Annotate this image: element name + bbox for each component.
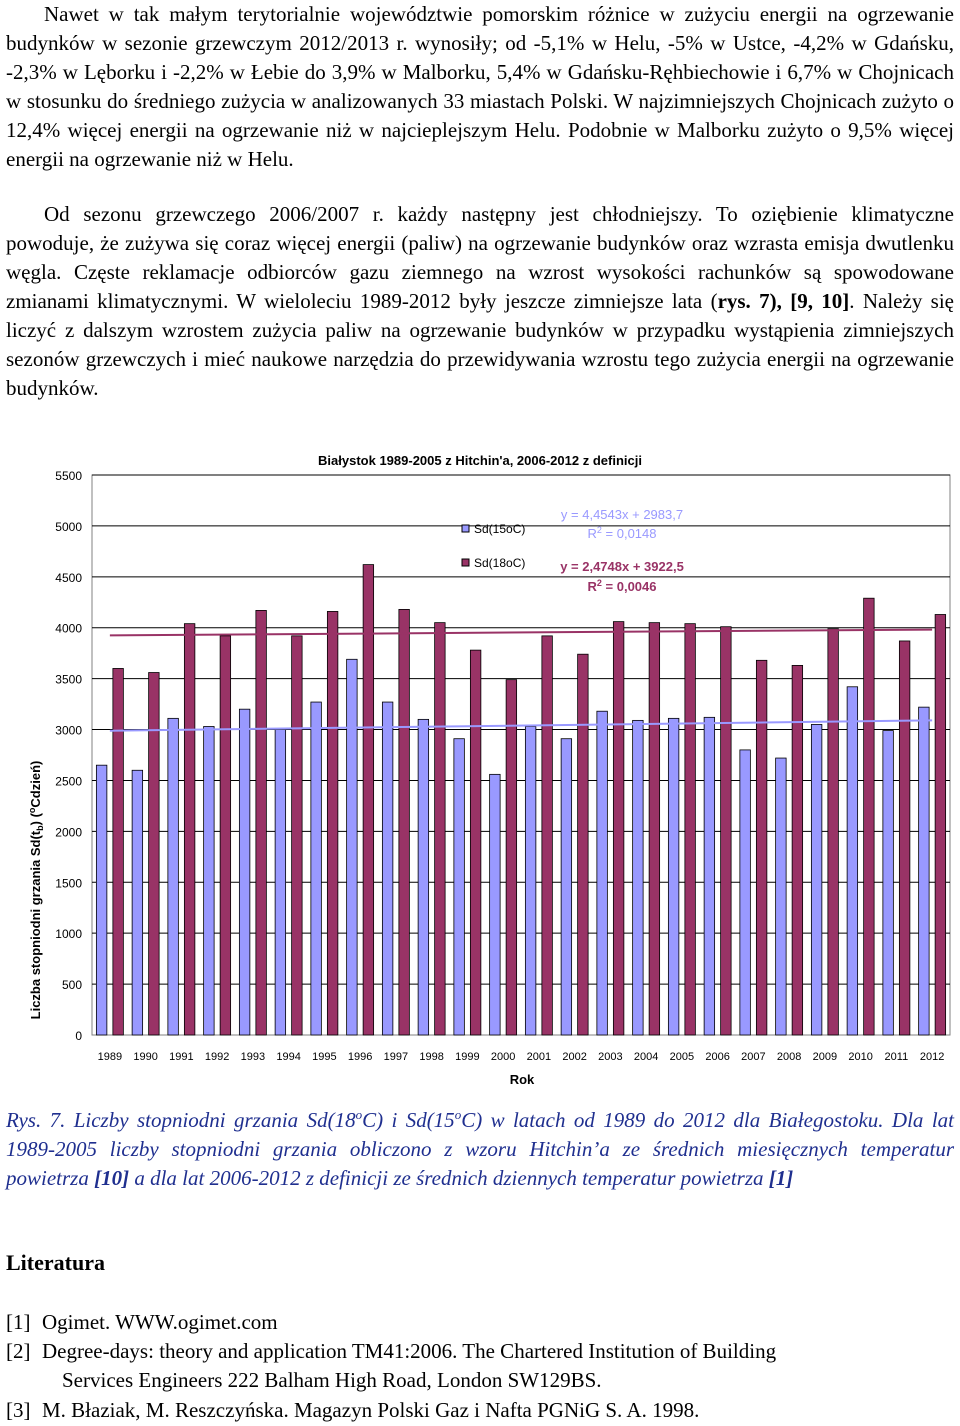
bar-sd15-2012 <box>919 707 930 1035</box>
trend-equation-sd15: y = 4,4543x + 2983,7 <box>560 507 684 522</box>
bar-sd18-2000 <box>506 680 517 1035</box>
bar-sd18-2006 <box>721 627 732 1035</box>
y-tick-label: 5500 <box>55 469 82 483</box>
bar-sd15-1995 <box>311 702 322 1035</box>
bar-sd15-2003 <box>597 711 608 1035</box>
x-tick-label: 2002 <box>562 1051 587 1063</box>
bar-sd18-2011 <box>899 641 910 1035</box>
trend-r2-sd15: $R^2 = 0,0148$ <box>587 525 657 541</box>
x-tick-label: 1990 <box>133 1051 158 1063</box>
legend-swatch-sd18 <box>462 559 469 566</box>
bar-sd18-1993 <box>256 610 267 1035</box>
x-tick-label: 1997 <box>383 1051 409 1063</box>
y-tick-label: 3000 <box>55 723 82 738</box>
bar-sd15-1991 <box>168 718 179 1035</box>
bar-sd15-1990 <box>132 770 143 1035</box>
x-tick-label: 2009 <box>812 1051 838 1063</box>
bar-sd18-1996 <box>363 565 374 1035</box>
trend-equation-sd18: y = 2,4748x + 3922,5 <box>560 559 684 574</box>
x-tick-label: 1993 <box>240 1051 266 1063</box>
x-tick-label: 1999 <box>455 1051 480 1063</box>
bar-sd18-2012 <box>935 614 946 1035</box>
x-tick-label: 1994 <box>276 1051 301 1063</box>
bar-sd15-1999 <box>454 739 465 1035</box>
x-tick-label: 1995 <box>312 1051 337 1063</box>
bar-sd18-2007 <box>756 660 767 1035</box>
bar-sd15-1992 <box>204 726 215 1035</box>
bar-sd18-2008 <box>792 665 803 1035</box>
legend-label-sd15: Sd(15oC) <box>474 522 526 536</box>
bar-sd18-2009 <box>828 629 839 1035</box>
bar-sd15-2011 <box>883 731 894 1035</box>
x-tick-label: 2003 <box>598 1051 623 1063</box>
x-tick-label: 1989 <box>97 1051 123 1063</box>
y-axis-label: Liczba stopniodni grzania $Sd(t_b)$ ($^o$Cdzień) <box>27 760 45 1020</box>
y-tick-label: 0 <box>75 1029 82 1043</box>
x-tick-label: 2005 <box>669 1051 695 1063</box>
x-tick-label: 2010 <box>848 1051 873 1063</box>
x-axis-ticks <box>98 1051 945 1063</box>
chart-title: Białystok 1989-2005 z Hitchin'a, 2006-2012 z definicji <box>318 453 642 468</box>
bar-sd15-2010 <box>847 687 858 1035</box>
x-tick-label: 2007 <box>741 1051 766 1063</box>
bar-sd15-1996 <box>347 659 358 1035</box>
y-tick-label: 1500 <box>55 876 82 891</box>
y-axis-ticks <box>55 469 82 1043</box>
bar-sd18-1999 <box>470 650 481 1035</box>
x-tick-label: 2008 <box>776 1051 802 1063</box>
bar-sd15-2008 <box>776 758 787 1035</box>
bar-sd18-2005 <box>685 624 696 1035</box>
bar-sd15-1997 <box>382 702 393 1035</box>
x-tick-label: 2001 <box>526 1051 552 1063</box>
legend-swatch-sd15 <box>462 525 469 532</box>
bar-sd18-1997 <box>399 609 410 1035</box>
bar-sd18-1992 <box>220 636 231 1035</box>
bar-sd18-1991 <box>184 624 195 1035</box>
bar-sd18-1995 <box>327 611 338 1035</box>
bar-sd15-2002 <box>561 739 572 1035</box>
caption-ref-1: [1] <box>768 1166 794 1190</box>
bar-sd18-2004 <box>649 623 660 1035</box>
bar-sd15-2001 <box>525 726 536 1035</box>
y-tick-label: 3500 <box>55 672 82 687</box>
x-axis-label: Rok <box>509 1072 535 1087</box>
legend-label-sd18: Sd(18oC) <box>474 556 526 570</box>
reference-1: [1] Ogimet. WWW.ogimet.com <box>6 1310 278 1334</box>
y-tick-label: 500 <box>61 978 82 993</box>
bar-sd18-2001 <box>542 636 553 1035</box>
y-tick-label: 4000 <box>55 621 82 636</box>
bar-sd15-2009 <box>811 724 822 1035</box>
y-tick-label: 4500 <box>55 570 82 585</box>
reference-2: [2] Degree-days: theory and application TM41:2006. The Chartered Institution of Building Services Engineers 222 Balham High Road, London SW129BS. <box>6 1339 777 1392</box>
paragraph-2-part-b: . Należy się liczyć z dalszym wzrostem zużycia paliw na ogrzewanie budynków w przypadku wystąpienia zimniejszych sezonów grzewczych i mieć naukowe narzędzia do przewidywania wzrostu tego zużycia energii na ogrzewanie budynków. <box>6 289 954 400</box>
bar-sd15-2004 <box>633 720 644 1035</box>
paragraph-2-part-a: Od sezonu grzewczego 2006/2007 r. każdy następny jest chłodniejszy. To oziębienie klimatyczne powoduje, że zużywa się coraz więcej energii (paliw) na ogrzewanie budynków oraz wzrasta emisja dwutlenku węgla. Częste reklamacje odbiorców gazu ziemnego na wzrost wysokości rachunków są spowodowane zmianami klimatycznymi. W wieloleciu 1989-2012 były jeszcze zimniejsze lata ( <box>6 202 954 313</box>
bar-sd18-2003 <box>613 622 624 1035</box>
trend-r2-sd18: $R^2 = 0,0046$ <box>587 578 657 594</box>
bar-sd15-1993 <box>239 709 250 1035</box>
x-tick-label: 2004 <box>633 1051 659 1063</box>
x-tick-label: 2000 <box>490 1051 516 1063</box>
y-tick-label: 1000 <box>55 927 82 942</box>
bar-sd15-2006 <box>704 717 715 1035</box>
bar-sd18-2010 <box>864 598 875 1035</box>
paragraph-2-figure-ref: rys. 7), [9, 10] <box>717 289 850 313</box>
x-tick-label: 2011 <box>884 1051 909 1063</box>
bar-sd15-2007 <box>740 750 751 1035</box>
bar-sd15-1994 <box>275 730 286 1035</box>
figure-caption: Rys. 7. Liczby stopniodni grzania Sd(18$^o$C) i Sd(15$^o$C) w latach od 1989 do 2012 dla Białegostoku. Dla lat 1989-2005 liczby stopniodni grzania obliczono z wzoru Hitchin’a ze średnich miesięcznych temperatur powietrza [10] a dla lat 2006-2012 z definicji ze średnich dziennych temperatur powietrza [1] <box>6 1107 954 1190</box>
x-tick-label: 2012 <box>919 1051 945 1063</box>
bar-sd18-2002 <box>578 654 589 1035</box>
x-tick-label: 1998 <box>419 1051 444 1063</box>
y-tick-label: 2500 <box>55 774 82 789</box>
literature-heading: Literatura <box>6 1250 105 1275</box>
bar-sd15-2005 <box>668 718 679 1035</box>
bar-sd18-1998 <box>435 623 446 1035</box>
reference-3: [3] M. Błaziak, M. Reszczyńska. Magazyn Polski Gaz i Nafta PGNiG S. A. 1998. <box>6 1398 700 1422</box>
x-tick-label: 1992 <box>204 1051 230 1063</box>
paragraph-1: Nawet w tak małym terytorialnie województwie pomorskim różnice w zużyciu energii na ogrzewanie budynków w sezonie grzewczym 2012/2013 r. wynosiły; od -5,1% w Helu, -5% w Ustce, -4,2% w Gdańsku, -2,3% w Lęborku i -2,2% w Łebie do 3,9% w Malborku, 5,4% w Gdańsku-Ręhbiechowie i 6,7% w Chojnicach w stosunku do średniego zużycia w analizowanych 33 miastach Polski. W najzimniejszych Chojnicach zużyto o 12,4% więcej energii na ogrzewanie niż w najcieplejszym Helu. Podobnie w Malborku zużyto o 9,5% więcej energii na ogrzewanie niż w Helu. <box>6 2 954 171</box>
degree-days-chart <box>0 440 960 1100</box>
x-tick-label: 1996 <box>347 1051 373 1063</box>
caption-ref-10: [10] <box>94 1166 130 1190</box>
y-tick-label: 5000 <box>55 519 82 534</box>
bar-sd15-2000 <box>490 774 501 1035</box>
bar-sd15-1989 <box>96 765 107 1035</box>
bar-sd18-1989 <box>113 668 124 1035</box>
bar-sd15-1998 <box>418 719 429 1035</box>
y-tick-label: 2000 <box>55 825 82 840</box>
x-tick-label: 2006 <box>705 1051 730 1063</box>
paragraph-2 <box>6 200 954 403</box>
bar-sd18-1994 <box>292 636 303 1035</box>
x-tick-label: 1991 <box>169 1051 194 1063</box>
bar-sd18-1990 <box>149 673 160 1035</box>
